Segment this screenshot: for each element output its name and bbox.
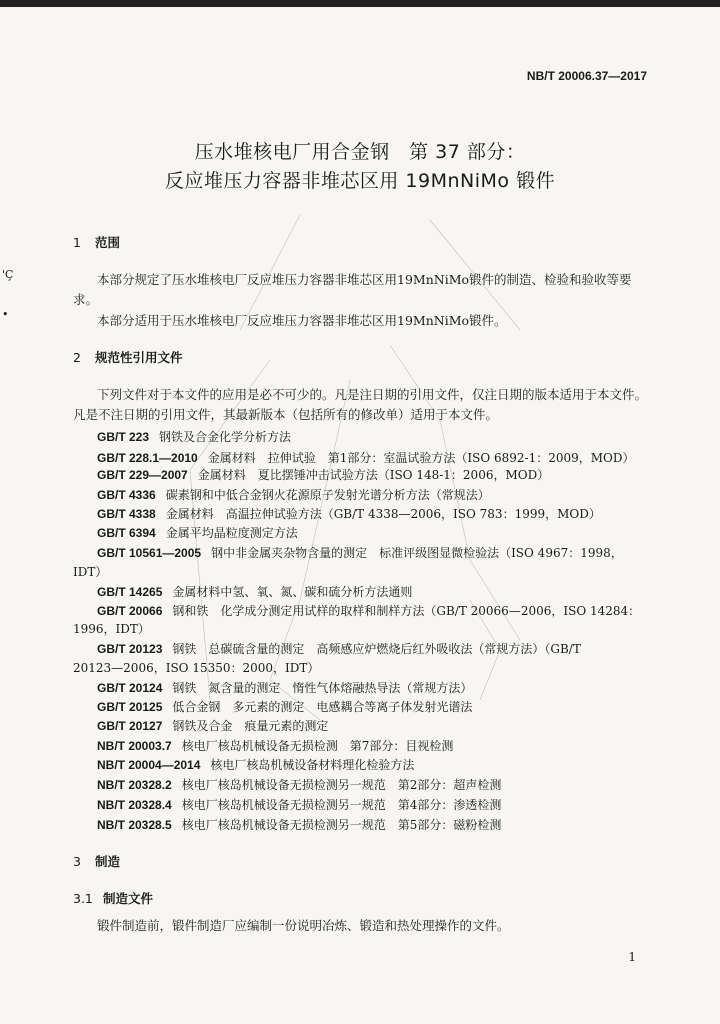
reference-code: NB/T 20004—2014	[97, 758, 201, 772]
reference-title: 钢铁及合金化学分析方法	[159, 430, 292, 444]
reference-title: 核电厂核岛机械设备无损检测另一规范 第2部分：超声检测	[181, 778, 502, 792]
reference-item	[97, 640, 581, 657]
section-title: 规范性引用文件	[95, 350, 183, 365]
reference-continuation: 1996，IDT）	[73, 622, 150, 636]
scope-paragraph-2: 本部分适用于压水堆核电厂反应堆压力容器非堆芯区用19MnNiMo锻件。	[97, 313, 507, 328]
reference-title: 金属材料 拉伸试验 第1部分：室温试验方法（ISO 6892-1：2009，MOD）	[207, 451, 635, 465]
reference-title: 钢铁 总碳硫含量的测定 高频感应炉燃烧后红外吸收法（常规方法）（GB/T	[172, 642, 581, 656]
margin-mark: 'Ç	[2, 268, 14, 281]
subsection-3-1-heading	[73, 889, 153, 907]
reference-code: GB/T 10561—2005	[97, 546, 202, 560]
refs-intro-a: 下列文件对于本文件的应用是必不可少的。凡是注日期的引用文件，仅注日期的版本适用于本文件。	[97, 387, 648, 402]
reference-code: NB/T 20328.4	[97, 798, 172, 812]
reference-title: 核电厂核岛机械设备无损检测另一规范 第4部分：渗透检测	[181, 798, 502, 812]
reference-item	[97, 602, 640, 619]
reference-item	[97, 505, 601, 522]
reference-title: 钢和铁 化学成分测定用试样的取样和制样方法（GB/T 20066—2006，ISO 14284：	[172, 604, 641, 618]
reference-item	[97, 524, 298, 541]
reference-item	[97, 679, 472, 696]
reference-code: GB/T 20125	[97, 700, 163, 714]
reference-code: NB/T 20328.5	[97, 818, 172, 832]
document-title-line1: 压水堆核电厂用合金钢 第 37 部分：	[194, 141, 526, 163]
reference-item	[97, 583, 412, 600]
reference-title: 钢铁 氮含量的测定 惰性气体熔融热导法（常规方法）	[172, 681, 473, 695]
reference-title: 碳素钢和中低合金钢火花源原子发射光谱分析方法（常规法）	[165, 488, 490, 502]
reference-item	[97, 698, 472, 715]
reference-item	[97, 776, 501, 793]
document-title-line2: 反应堆压力容器非堆芯区用 19MnNiMo 锻件	[164, 170, 556, 192]
reference-code: GB/T 20127	[97, 719, 163, 733]
reference-code: GB/T 20066	[97, 604, 163, 618]
section-number: 2	[73, 350, 81, 365]
refs-intro-b: 凡是不注日期的引用文件，其最新版本（包括所有的修改单）适用于本文件。	[73, 407, 499, 422]
reference-title: 钢铁及合金 痕量元素的测定	[172, 719, 329, 733]
reference-item	[97, 796, 501, 813]
reference-title: 金属平均晶粒度测定方法	[165, 526, 298, 540]
reference-code: GB/T 4336	[97, 488, 156, 502]
reference-code: GB/T 20124	[97, 681, 163, 695]
reference-item	[97, 428, 291, 445]
section-number: 1	[73, 235, 81, 250]
section-number: 3	[73, 854, 81, 869]
reference-code: GB/T 6394	[97, 526, 156, 540]
manufacturing-doc-paragraph: 锻件制造前，锻件制造厂应编制一份说明冶炼、锻造和热处理操作的文件。	[97, 918, 510, 933]
section-3-heading	[73, 852, 120, 870]
reference-title: 核电厂核岛机械设备无损检测另一规范 第5部分：磁粉检测	[181, 818, 502, 832]
subsection-number: 3.1	[73, 891, 93, 906]
margin-mark: •	[2, 308, 9, 321]
reference-item	[97, 717, 328, 734]
scope-paragraph-1a: 本部分规定了压水堆核电厂反应堆压力容器非堆芯区用19MnNiMo锻件的制造、检验和验收等要	[97, 272, 632, 287]
section-title: 范围	[95, 235, 121, 250]
reference-title: 核电厂核岛机械设备无损检测 第7部分：目视检测	[181, 739, 454, 753]
reference-title: 金属材料中氢、氧、氮、碳和硫分析方法通则	[172, 585, 413, 599]
reference-code: NB/T 20328.2	[97, 778, 172, 792]
reference-item	[97, 816, 501, 833]
section-title: 制造	[95, 854, 121, 869]
subsection-title: 制造文件	[103, 891, 154, 906]
reference-code: NB/T 20003.7	[97, 739, 172, 753]
reference-item	[97, 466, 549, 483]
reference-code: GB/T 20123	[97, 642, 163, 656]
reference-title: 核电厂核岛机械设备材料理化检验方法	[210, 758, 415, 772]
reference-item	[97, 756, 414, 773]
reference-item	[97, 449, 635, 466]
reference-title: 金属材料 高温拉伸试验方法（GB/T 4338—2006，ISO 783：1999，MOD）	[165, 507, 601, 521]
standard-number: NB/T 20006.37—2017	[526, 69, 647, 83]
reference-title: 金属材料 夏比摆锤冲击试验方法（ISO 148-1：2006，MOD）	[197, 468, 550, 482]
reference-item	[97, 737, 453, 754]
section-1-heading	[73, 233, 120, 251]
scope-paragraph-1b: 求。	[73, 292, 99, 307]
reference-title: 低合金钢 多元素的测定 电感耦合等离子体发射光谱法	[172, 700, 473, 714]
reference-title: 钢中非金属夹杂物含量的测定 标准评级图显微检验法（ISO 4967：1998，	[211, 546, 623, 560]
reference-item	[97, 544, 623, 561]
reference-continuation: 20123—2006，ISO 15350：2000，IDT）	[73, 661, 320, 675]
reference-code: GB/T 229—2007	[97, 468, 188, 482]
reference-code: GB/T 223	[97, 430, 150, 444]
reference-code: GB/T 14265	[97, 585, 163, 599]
reference-code: GB/T 228.1—2010	[97, 451, 198, 465]
reference-item	[97, 486, 490, 503]
reference-continuation: IDT）	[73, 565, 108, 579]
reference-code: GB/T 4338	[97, 507, 156, 521]
section-2-heading	[73, 348, 183, 366]
scan-border	[0, 0, 720, 7]
page-number: 1	[628, 950, 636, 964]
